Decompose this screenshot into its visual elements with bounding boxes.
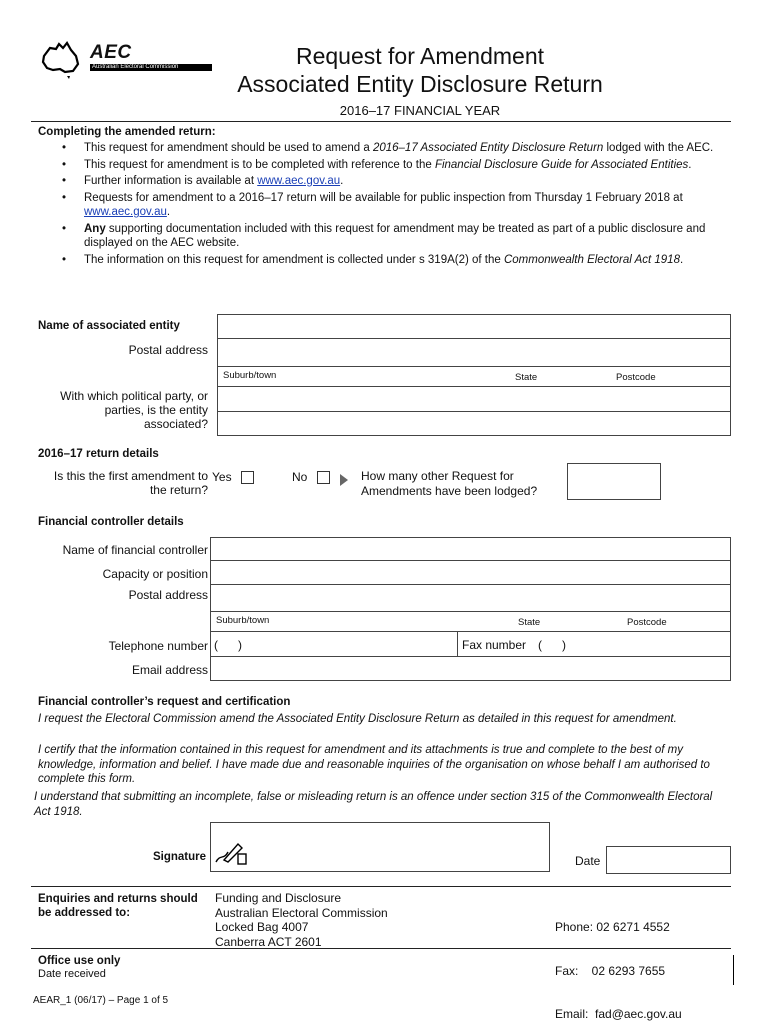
controller-suburb-label: Suburb/town (216, 615, 270, 626)
party-label: With which political party, or parties, is the entity associated? (60, 389, 208, 431)
controller-postal-input[interactable] (210, 585, 731, 612)
controller-name-input[interactable] (210, 537, 731, 561)
arrow-right-icon (339, 473, 349, 487)
yes-option (212, 470, 254, 484)
entity-postal-label: Postal address (128, 343, 208, 357)
capacity-label: Capacity or position (102, 567, 208, 581)
logo-acronym: AEC (90, 42, 132, 63)
entity-postcode-label: Postcode (616, 372, 656, 383)
entity-suburb-row[interactable] (217, 367, 731, 387)
office-box-edge (733, 955, 734, 985)
first-amendment-question: Is this the first amendment to the return? (53, 469, 208, 497)
entity-postal-input[interactable] (217, 339, 731, 367)
signature-label: Signature (152, 851, 206, 863)
fax-label: Fax number (462, 638, 527, 652)
address-line-4: Canberra ACT 2601 (215, 934, 322, 949)
contact-fax: Fax: 02 6293 7655 (555, 963, 666, 978)
financial-year: 2016–17 FINANCIAL YEAR (339, 103, 501, 118)
party-input-2[interactable] (217, 412, 731, 436)
aec-logo (38, 40, 213, 80)
date-input[interactable] (606, 846, 731, 874)
signature-input[interactable] (210, 822, 550, 872)
email-label: Email address (131, 663, 208, 677)
email-input[interactable] (210, 657, 731, 681)
certification-p1: I request the Electoral Commission amend the Associated Entity Disclosure Return as detailed in this request for amendment. (38, 713, 677, 725)
page-subtitle: Associated Entity Disclosure Return (237, 71, 603, 97)
fax-area-code: ( ) (538, 638, 566, 652)
how-many-input[interactable] (567, 463, 661, 500)
telephone-label: Telephone number (108, 639, 208, 653)
address-line-1: Funding and Disclosure (215, 891, 342, 905)
date-label: Date (575, 854, 601, 868)
yes-label: Yes (212, 470, 232, 484)
no-option (292, 470, 330, 484)
how-many-label: How many other Request for Amendments have been lodged? (361, 469, 538, 498)
bullet-3: • Further information is available at www.aec.gov.au. (38, 174, 728, 189)
enquiries-rule (31, 886, 731, 887)
footer-code: AEAR_1 (06/17) – Page 1 of 5 (33, 995, 169, 1006)
controller-postcode-label: Postcode (627, 617, 667, 628)
entity-suburb-label: Suburb/town (223, 370, 277, 381)
controller-suburb-row[interactable] (210, 612, 731, 632)
address-line-3: Locked Bag 4007 (215, 920, 309, 934)
no-label: No (292, 470, 308, 484)
entity-state-label: State (515, 372, 538, 383)
logo-name: Australian Electoral Commission (90, 64, 212, 71)
enquiries-address (215, 891, 388, 949)
bullet-1: • This request for amendment should be used to amend a 2016–17 Associated Entity Disclosure Return lodged with the AEC. (38, 141, 728, 156)
controller-postal-label: Postal address (128, 588, 208, 602)
contact-email: Email: fad@aec.gov.au (555, 1007, 682, 1021)
no-checkbox[interactable] (317, 471, 330, 484)
australia-map-icon (38, 40, 86, 80)
page-title: Request for Amendment (295, 43, 545, 69)
aec-website-link-2[interactable]: www.aec.gov.au (84, 206, 167, 218)
telephone-input[interactable] (210, 632, 458, 657)
certification-p3: I understand that submitting an incomplete, false or misleading return is an offence under section 315 of the Commonwealth Electoral Act 1918. (34, 791, 713, 818)
entity-name-label: Name of associated entity (38, 320, 180, 332)
telephone-area-code: ( ) (214, 638, 242, 652)
controller-heading: Financial controller details (38, 516, 184, 528)
enquiries-contact (555, 891, 682, 1036)
controller-state-label: State (518, 617, 541, 628)
entity-name-input[interactable] (217, 314, 731, 339)
address-line-2: Australian Electoral Commission (215, 905, 388, 920)
return-details-heading: 2016–17 return details (38, 448, 159, 460)
completing-bullets (38, 141, 728, 269)
capacity-input[interactable] (210, 561, 731, 585)
contact-phone: Phone: 02 6271 4552 (555, 920, 670, 934)
header-rule (31, 121, 731, 122)
bullet-4: • Requests for amendment to a 2016–17 return will be available for public inspection from Thursday 1 February 2018 at www.aec.gov.au. (38, 191, 728, 220)
pen-sign-icon (214, 840, 250, 866)
enquiries-label: Enquiries and returns should be addressed to: (38, 893, 198, 919)
yes-checkbox[interactable] (241, 471, 254, 484)
certification-p2: I certify that the information contained in this request for amendment and its attachments is true and complete to the best of my knowledge, information and belief. I have made due and reasonable inquiries of the organisation on whose behalf I am authorised to complete this form. (38, 744, 710, 785)
bullet-6: • The information on this request for amendment is collected under s 319A(2) of the Commonwealth Electoral Act 1918. (38, 253, 728, 268)
bullet-2: • This request for amendment is to be completed with reference to the Financial Disclosure Guide for Associated Entities. (38, 158, 728, 173)
fax-input[interactable] (458, 632, 731, 657)
bullet-5: • Any supporting documentation included with this request for amendment may be treated as part of a public disclosure and displayed on the AEC website. (38, 222, 728, 251)
aec-website-link[interactable]: www.aec.gov.au (257, 175, 341, 187)
office-rule (31, 948, 731, 949)
completing-heading: Completing the amended return: (38, 126, 216, 138)
certification-heading: Financial controller’s request and certification (38, 696, 291, 708)
party-input-1[interactable] (217, 387, 731, 412)
date-received-label: Date received (38, 968, 106, 980)
controller-name-label: Name of financial controller (62, 543, 208, 557)
office-use-heading: Office use only (38, 955, 121, 967)
